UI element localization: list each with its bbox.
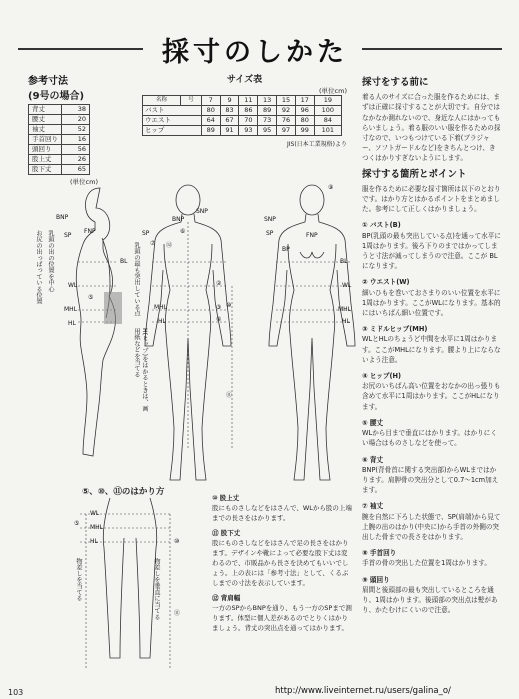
- reference-label: 股下丈: [29, 165, 62, 175]
- size-header-cell: 11: [239, 96, 258, 106]
- reference-value: 56: [62, 145, 90, 155]
- label-circle12: ⑫: [166, 242, 173, 249]
- size-header-cell: 名称: [143, 96, 181, 106]
- size-row: [143, 106, 342, 116]
- measurement-item-text: お尻のいちばん高い位置をおなかの出っ張りも含めて水平に1周はかります。ここがHLになります。: [362, 382, 501, 411]
- mid-column-text: [212, 490, 352, 638]
- measurement-item-title: ① バスト(B): [362, 221, 401, 230]
- size-cell: 80: [295, 116, 314, 126]
- label-mhl-front: MHL: [338, 306, 352, 313]
- size-cell: 101: [314, 126, 341, 136]
- size-row-label: ヒップ: [143, 126, 202, 136]
- hip-label-wl: WL: [90, 510, 100, 517]
- hip-label-circle11: ⑪: [174, 610, 181, 617]
- label-mhl-back: MHL: [154, 304, 168, 311]
- size-cell: 99: [295, 126, 314, 136]
- measurement-item-text: WLとHLのちょうど中間を水平に1周はかります。ここがMHLになります。腰より上にならないよう注意。: [362, 335, 501, 364]
- mid-item-text: 股にものさしなどをはさんで、WLから股の上端までの長さをはかります。: [212, 504, 352, 522]
- hip-label-circle10: ⑩: [174, 538, 180, 545]
- reference-unit: (単位cm): [70, 178, 98, 186]
- label-bnp-side: BNP: [56, 214, 69, 221]
- reference-row: [29, 125, 90, 135]
- measurement-item-text: 手首の骨の突出した位置を1周はかります。: [362, 559, 491, 568]
- measurement-item-text: 細いひもを巻いておさまりのいい位置を水平に1周はかります。ここがWLになります。基本的にはいちばん細い位置です。: [362, 288, 501, 318]
- reference-label: 手首回り: [29, 135, 62, 145]
- reference-heading: 参考寸法: [28, 76, 68, 87]
- reference-row: [29, 115, 90, 125]
- page-title: 採寸のしかた: [162, 37, 348, 68]
- size-header-cell: 7: [201, 96, 220, 106]
- hip-label-circle5: ⑤: [74, 520, 80, 527]
- label-circle5-side: ⑤: [88, 294, 94, 301]
- measurement-item-title: ③ ミドルヒップ(MH): [362, 325, 428, 334]
- label-wl-front: WL: [342, 282, 352, 289]
- size-cell: 89: [258, 106, 277, 116]
- body-figures: [20, 160, 360, 490]
- mid-item-text: 一方のSPからBNPを通り、もう一方のSPまで測ります。体型に個人差があるのでとりくはかりましょう。背丈の突出点を通ってはかります。: [212, 604, 352, 632]
- size-cell: 95: [258, 126, 277, 136]
- measurement-item-title: ⑨ 頭回り: [362, 575, 390, 584]
- size-row: [143, 126, 342, 136]
- reference-row: [29, 105, 90, 115]
- size-cell: 84: [314, 116, 341, 126]
- label-sp-front: SP: [266, 230, 274, 237]
- hip-note-ruler: 物差しを当てる: [75, 558, 82, 602]
- label-sp-side: SP: [64, 232, 72, 239]
- label-hl-front: HL: [342, 318, 350, 325]
- measurement-item-title: ⑦ 袖丈: [362, 502, 384, 511]
- size-header-cell: 13: [258, 96, 277, 106]
- label-hl-side: HL: [68, 320, 76, 327]
- label-bnp-back: BNP: [172, 216, 185, 223]
- size-cell: 97: [277, 126, 296, 136]
- points-intro: 服を作るために必要な採寸箇所は以下のとおりです。はかり方とはかるポイントをまとめました。参考にして正しくはかりましょう。: [362, 184, 501, 214]
- label-snp-back: SNP: [196, 208, 208, 215]
- size-header-cell: 9: [220, 96, 239, 106]
- reference-value: 38: [62, 105, 90, 115]
- front-body-figure: [269, 185, 355, 480]
- label-snp-front: SNP: [264, 216, 276, 223]
- measurement-item-text: BP(乳頭の最も突出している点)を通って水平に1周はかります。後ろ下りのまではかってしまうと寸法が減ってしまうので注意。ここが BLになります。: [362, 231, 501, 271]
- label-fnp-side: FNP: [84, 228, 96, 235]
- size-cell: 93: [239, 126, 258, 136]
- source-url: http://www.liveinternet.ru/users/galina_o/: [275, 686, 451, 696]
- size-table: [142, 95, 342, 136]
- size-cell: 86: [239, 106, 258, 116]
- size-cell: 83: [220, 106, 239, 116]
- measurement-item-title: ④ ヒップ(H): [362, 372, 402, 381]
- label-circle10: ⑩: [226, 302, 232, 309]
- title-band: [0, 28, 519, 68]
- right-column: [362, 78, 502, 621]
- title-rule-left: [18, 48, 143, 50]
- size-row-label: バスト: [143, 106, 202, 116]
- label-bp-front: BP: [282, 246, 290, 253]
- label-circle11: ⑪: [226, 392, 233, 399]
- title-rule-right: [362, 48, 502, 50]
- label-bl-front: BL: [340, 258, 348, 265]
- reference-subheading: (9号の場合): [28, 91, 85, 102]
- reference-label: 頭回り: [29, 145, 62, 155]
- size-row: [143, 116, 342, 126]
- reference-value: 52: [62, 125, 90, 135]
- size-cell: 92: [277, 106, 296, 116]
- label-wl-side: WL: [68, 282, 78, 289]
- reference-value: 20: [62, 115, 90, 125]
- points-heading: 採寸する箇所とポイント: [362, 168, 467, 180]
- label-circle4: ④: [216, 316, 222, 323]
- mid-item-text: 股にものさしなどをはさんで足の長さをはかります。デザインや靴によって必要な股下丈は変わるので、市販品から長さを決めてもいいでしょう。上の表には「参考寸法」として、くるぶしまでの寸法を表示しています。: [212, 539, 349, 587]
- mid-item-title: ⑪ 股下丈: [212, 529, 241, 537]
- reference-label: 腰丈: [29, 115, 62, 125]
- size-row-label: ウエスト: [143, 116, 202, 126]
- note-paper-board: H(ヒップ)をはかるときは、画用紙などを当てる: [133, 328, 148, 412]
- page-number: 103: [8, 688, 24, 697]
- size-table-block: [142, 72, 347, 148]
- size-header-cell: 17: [295, 96, 314, 106]
- measurement-item-text: 眉間と後頭部の最も突出しているところを通り、1周はかります。後頭部の突出点は髪があり、かたむけにくいので注意。: [362, 585, 498, 615]
- size-table-caption: サイズ表: [226, 75, 263, 85]
- reference-label: 袖丈: [29, 125, 62, 135]
- measurement-item-title: ⑧ 手首回り: [362, 549, 397, 558]
- label-sp-back: SP: [142, 230, 150, 237]
- note-hip-protrusion: お尻の出っぱっている位置: [35, 230, 42, 305]
- measurement-item-text: WLから目まで垂直にはかります。はかりにくい場合はものさしなどを使って。: [362, 429, 497, 448]
- size-cell: 89: [201, 126, 220, 136]
- jis-note: JIS(日本工業規格)より: [286, 141, 347, 148]
- size-cell: 70: [239, 116, 258, 126]
- hip-label-mhl: MHL: [90, 524, 104, 531]
- label-circle6: ⑥: [180, 228, 186, 235]
- mid-item-title: ⑩ 股上丈: [212, 494, 240, 502]
- label-circle3: ③: [216, 304, 222, 311]
- reference-row: [29, 135, 90, 145]
- size-cell: 80: [201, 106, 220, 116]
- size-header-cell: 19: [314, 96, 341, 106]
- size-cell: 91: [220, 126, 239, 136]
- hip-note-ruler-vertical: 物差しを垂直に当てる: [153, 558, 160, 620]
- hip-label-hl: HL: [90, 538, 98, 545]
- measurement-item-title: ⑤ 腰丈: [362, 418, 384, 427]
- size-header-cell: 号: [181, 96, 202, 106]
- label-circle9: ⑨: [328, 184, 334, 191]
- paper-board-shape: [104, 292, 122, 324]
- size-header-cell: 15: [277, 96, 296, 106]
- size-cell: 76: [277, 116, 296, 126]
- reference-value: 26: [62, 155, 90, 165]
- reference-value: 65: [62, 165, 90, 175]
- size-cell: 96: [295, 106, 314, 116]
- size-cell: 67: [220, 116, 239, 126]
- reference-row: [29, 145, 90, 155]
- label-bl-side: BL: [120, 258, 128, 265]
- measurement-item-text: 腕を自然に下ろした状態で、SP(肩端)から見て上腕の出のはかり(中央に)から手首の外側の突出した骨までの長さをはかります。: [362, 512, 501, 541]
- reference-label: 背丈: [29, 105, 62, 115]
- label-mhl-side: MHL: [64, 306, 78, 313]
- note-nipple-center: 乳頭の出の位置を中心: [47, 230, 54, 292]
- before-measuring-text: 着る人のサイズに合った服を作るためには、まずは正確に採寸することが大切です。自分ではなかなか測れないので、身近な人にはかってもらいましょう。着る服のいい服を作るための採寸なので、いつもつけている下着(ブラジャー、ソフトガードルなど)をきちんとつけ、きつくはかりすぎないようにします。: [362, 93, 501, 163]
- size-cell: 100: [314, 106, 341, 116]
- hip-section-figure: [60, 498, 200, 678]
- note-nipple-peak: 乳頭の最も突出している点: [133, 242, 140, 317]
- reference-label: 股上丈: [29, 155, 62, 165]
- label-circle2: ②: [216, 280, 222, 287]
- size-cell: 73: [258, 116, 277, 126]
- label-fnp-front: FNP: [306, 232, 318, 239]
- size-cell: 64: [201, 116, 220, 126]
- size-table-unit: (単位cm): [319, 87, 347, 95]
- measurement-item-text: BNP(背骨首に関する突出部)からWLまではかります。肩胛骨の突出分として0.7〜1cm加えます。: [362, 465, 499, 495]
- mid-item-title: ⑫ 背肩幅: [212, 594, 241, 602]
- measurement-items: [362, 220, 502, 615]
- measurement-item-title: ⑥ 背丈: [362, 455, 384, 464]
- hip-section-title: ⑤、⑩、⑪のはかり方: [82, 487, 165, 497]
- label-circle7: ⑦: [150, 240, 156, 247]
- before-measuring-heading: 採寸をする前に: [362, 77, 429, 88]
- label-hl-back: HL: [158, 318, 166, 325]
- reference-value: 16: [62, 135, 90, 145]
- measurement-item-title: ② ウエスト(W): [362, 278, 410, 287]
